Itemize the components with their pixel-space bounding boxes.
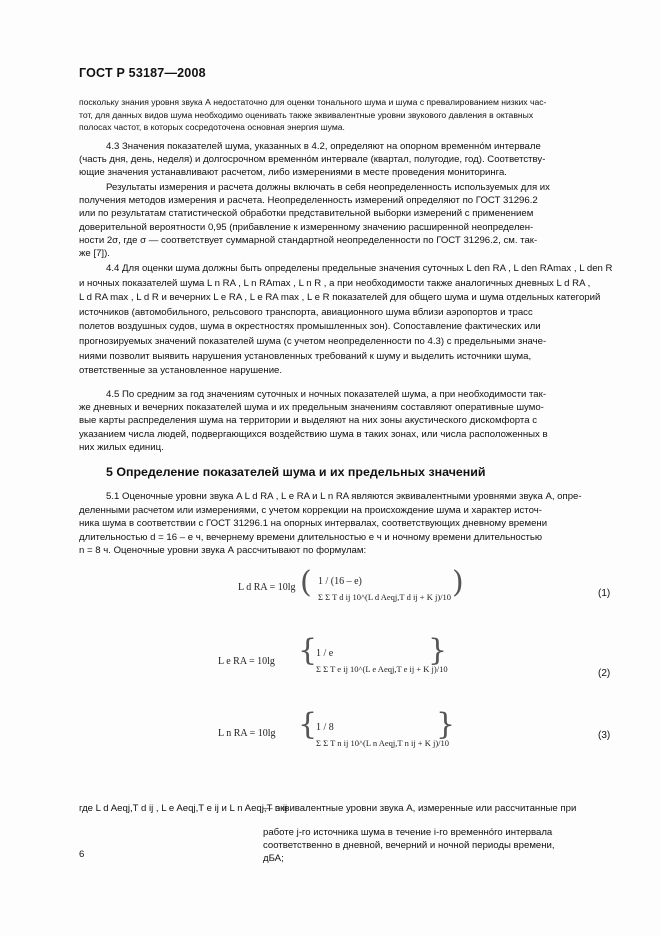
formula-3 [218, 728, 276, 739]
paragraph-line: ответственные за установленное нарушение. [79, 365, 283, 377]
paragraph-line: полетов воздушных судов, шума в окрестностях промышленных зон). Сопоставление фактических или [79, 321, 541, 333]
page-number: 6 [79, 849, 85, 860]
left-brace-icon: { [298, 633, 318, 668]
formula-eq: = 10lg [249, 656, 275, 667]
left-brace-icon: { [298, 707, 318, 742]
where-definition [263, 802, 616, 815]
paragraph-line: длительностью d = 16 – e ч, вечернему времени длительностью e ч и ночному времени длительностью [79, 531, 543, 543]
formula-3-fraction [316, 722, 334, 733]
formula-eq: = 10lg [269, 582, 296, 593]
note-line: тот, для данных видов шума необходимо оценивать также эквивалентные уровни звукового давления в октавных [79, 109, 534, 120]
paragraph-line: получения методов измерения и расчета. Неопределенность измерений определяют по ГОСТ 31296.2 [79, 195, 538, 207]
where-clause [79, 802, 616, 815]
paragraph-line: вые карты распределения шума на территории и выделяют на них зоны акустического дискомфорта с [79, 415, 538, 427]
formula-2-close [428, 633, 448, 668]
where-continuation [263, 826, 616, 866]
formula-3-body [298, 707, 318, 742]
formula-fraction: 1 / e [316, 648, 334, 659]
formula-fraction: 1 / (16 – e) [318, 576, 362, 587]
paragraph-line: же дневных и вечерних показателей шума и их предельным значениям составляют оперативные шумо- [79, 402, 544, 414]
paragraph-line: (часть дня, день, неделя) и долгосрочном временно́м интервале (квартал, полугодие, год). Соответству- [79, 154, 546, 166]
right-brace-icon: } [428, 633, 448, 668]
paragraph-4-5 [79, 388, 616, 454]
formula-number: (3) [598, 730, 611, 741]
paragraph-line: ника шума в соответствии с ГОСТ 31296.1 на опорных интервалах, соответствующих дневному времени [79, 518, 548, 530]
where-line: соответственно в дневной, вечерний и ночной периоды времени, [263, 840, 555, 852]
formula-sum: Σ Σ T n ij 10^(L n Aeqj,T n ij + K j)/10 [316, 738, 450, 748]
where-line: работе j-го источника шума в течение i-го временно́го интервала [263, 827, 553, 838]
paragraph-4-4 [79, 262, 616, 379]
paragraph-line: ности 2σ, где σ — соответствует суммарной стандартной неопределенности по ГОСТ 31296.2, см. так- [79, 234, 538, 246]
paragraph-line: ниями позволит выявить нарушения установленных требований к шуму и выделить источники шума, [79, 350, 532, 362]
paragraph-line: 4.4 Для оценки шума должны быть определены предельные значения суточных L den RA , L den RAmax , L den R [106, 263, 613, 274]
paragraph-line: ющие значения устанавливают расчетом, либо измерениями в месте проведения мониторинга. [79, 167, 507, 179]
where-line: — эквивалентные уровни звука А, измеренные или рассчитанные при [263, 803, 577, 814]
formula-1-fraction [318, 576, 362, 587]
paragraph-line: Результаты измерения и расчета должны включать в себя неопределенность используемых для их [106, 182, 550, 193]
formula-2-body [298, 633, 318, 668]
where-lead: где L d Aeqj,T d ij , L e Aeqj,T e ij и L n Aeqj,T n ij [79, 803, 288, 814]
formula-number: (2) [598, 668, 611, 679]
note-paragraph [79, 96, 616, 134]
note-line: поскольку знания уровня звука А недостаточно для оценки тонального шума и шума с превалированием низких час- [79, 97, 547, 107]
paragraph-4-3 [79, 140, 616, 180]
formula-number: (1) [598, 588, 611, 599]
paragraph-line: и ночных показателей шума L n RA , L n RAmax , L n R , а при необходимости также аналогичных дневных L d RA , [79, 277, 591, 289]
paragraph-line: 4.3 Значения показателей шума, указанных в 4.2, определяют на опорном временно́м интервале [106, 141, 541, 152]
formula-eq: = 10lg [249, 728, 276, 739]
formula-1 [238, 582, 296, 593]
formula-sum: Σ Σ T d ij 10^(L d Aeqj,T d ij + K j)/10 [318, 592, 452, 602]
paragraph-line: деленными расчетом или измерениями, с учетом коррекции на происхождение шума и характер источ- [79, 504, 542, 516]
paragraph-results [79, 181, 616, 260]
formula-1-close [452, 565, 464, 600]
formula-lhs: L e RA [218, 656, 247, 667]
paragraph-line: или по результатам статистической обработки представительной выборки измерений с применением [79, 208, 534, 220]
document-header: ГОСТ Р 53187—2008 [79, 66, 206, 80]
right-brace-icon: } [436, 707, 456, 742]
paragraph-line: доверительной вероятности 0,95 (прибавление к измеренному значению расширенной неопределен- [79, 221, 534, 233]
paragraph-5-1 [79, 490, 616, 558]
formula-lhs: L n RA [218, 728, 248, 739]
formula-lhs: L d RA [238, 582, 268, 593]
formula-sum: Σ Σ T e ij 10^(L e Aeqj,T e ij + K j)/10 [316, 664, 448, 674]
where-line: дБА; [263, 853, 284, 865]
formula-fraction: 1 / 8 [316, 722, 334, 733]
paragraph-line: 5.1 Оценочные уровни звука A L d RA , L e RA и L n RA являются эквивалентными уровнями звука A, опре- [106, 491, 582, 502]
section-heading: 5 Определение показателей шума и их предельных значений [106, 465, 486, 479]
paragraph-line: прогнозируемых значений показателей шума (с учетом неопределенности по 4.3) с предельными значе- [79, 335, 547, 347]
formula-3-sum [316, 738, 449, 748]
paragraph-line: 4.5 По средним за год значениям суточных и ночных показателей шума, а при необходимости так- [106, 389, 547, 400]
paragraph-line: источников (автомобильного, рельсового транспорта, авиационного шума вблизи аэропортов и трасс [79, 306, 533, 318]
formula-1-sum [318, 592, 451, 602]
paragraph-line: n = 8 ч. Оценочные уровни звука А рассчитывают по формулам: [79, 545, 367, 557]
left-paren-icon: ( [300, 565, 312, 600]
formula-1-body [300, 565, 312, 600]
paragraph-line: L d RA max , L d R и вечерних L e RA , L e RA max , L e R показателей для общего шума и шума отдельных категорий [79, 292, 601, 304]
paragraph-line: же [7]). [79, 248, 110, 260]
formula-2 [218, 656, 275, 667]
formula-2-fraction [316, 648, 333, 659]
paragraph-line: них жилых единиц. [79, 441, 164, 453]
formula-3-close [436, 707, 456, 742]
paragraph-line: указанием числа людей, подвергающихся воздействию шума в таких зонах, или числа расположенных в [79, 428, 548, 440]
note-line: полосах частот, в которых сосредоточена основная энергия шума. [79, 122, 345, 133]
right-paren-icon: ) [452, 565, 464, 600]
